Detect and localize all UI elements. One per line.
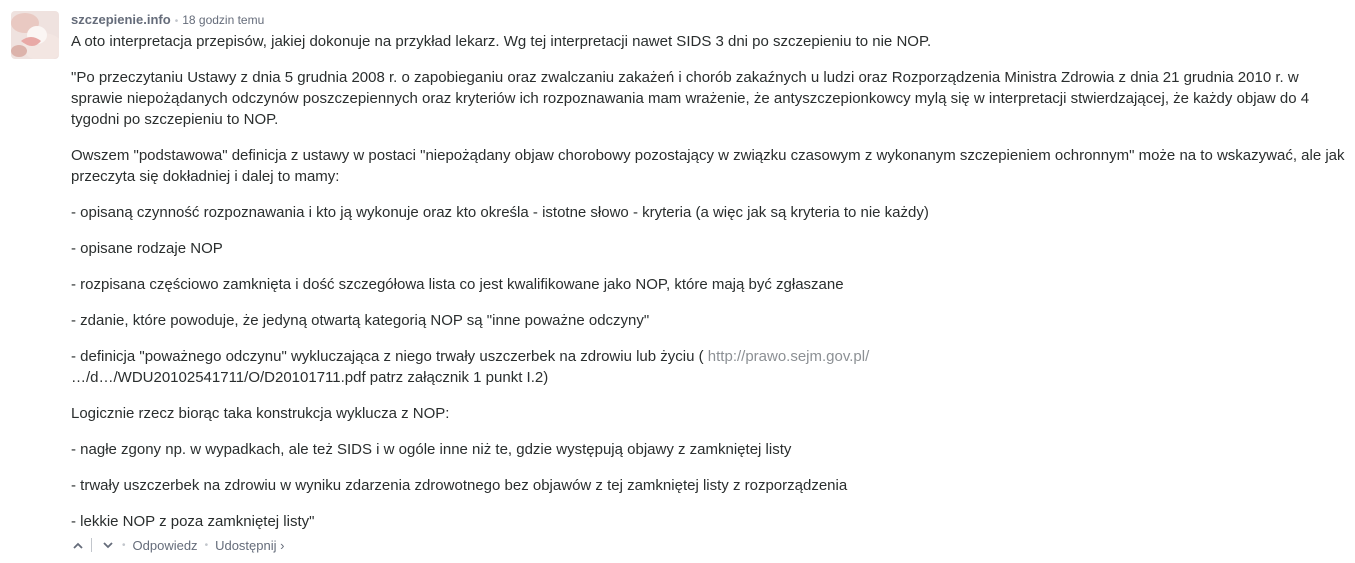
avatar[interactable] [11, 11, 59, 59]
comment-footer [71, 535, 1351, 555]
regulation-link[interactable]: http://prawo.sejm.gov.pl/ [707, 348, 870, 365]
reply-button[interactable]: Odpowiedz [132, 537, 198, 553]
header-bullet: • [174, 16, 179, 27]
comment-paragraph: "Po przeczytaniu Ustawy z dnia 5 grudnia 2008 r. o zapobieganiu oraz zwalczaniu zakażeń i chorób zakaźnych u ludzi oraz Rozporządzenia Ministra Zdrowia z dnia 21 grudnia 2010 r. w sprawie niepożądanych odczynów poszczepiennych oraz kryteriów ich rozpoznawania mam wrażenie, że antyszczepionkowcy mylą się w interpretacji stwierdzającej, że każdy objaw do 4 tygodni po szczepieniu to NOP. [71, 69, 1310, 128]
comment-paragraph: Owszem "podstawowa" definicja z ustawy w postaci "niepożądany objaw chorobowy pozostający w związku czasowym z wykonanym szczepieniem ochronnym" może na to wskazywać, ale jak przeczyta się dokładniej i dalej to mamy: [71, 147, 1345, 185]
avatar-image [11, 11, 59, 59]
link-suffix-text: …/d…/WDU20102541711/O/D20101711.pdf patrz załącznik 1 punkt I.2) [71, 369, 549, 386]
comment-paragraph: - lekkie NOP z poza zamkniętej listy" [71, 513, 315, 530]
upvote-button[interactable] [71, 537, 85, 553]
chevron-up-icon [73, 542, 83, 549]
comment-timestamp[interactable]: 18 godzin temu [182, 13, 265, 27]
share-button[interactable]: Udostępnij › [215, 537, 285, 553]
comment-paragraph: A oto interpretacja przepisów, jakiej dokonuje na przykład lekarz. Wg tej interpretacji nawet SIDS 3 dni po szczepieniu to nie NOP. [71, 33, 932, 50]
comment-body [71, 11, 1351, 555]
vote-divider [91, 538, 92, 552]
comment-paragraph-with-link [71, 346, 1351, 388]
comment-paragraph: - rozpisana częściowo zamknięta i dość szczegółowa lista co jest kwalifikowane jako NOP, które mają być zgłaszane [71, 276, 844, 293]
downvote-button[interactable] [101, 537, 115, 553]
comment-paragraph: - nagłe zgony np. w wypadkach, ale też SIDS i w ogóle inne niż te, gdzie występują objawy z zamkniętej listy [71, 441, 792, 458]
chevron-down-icon [103, 542, 113, 549]
link-prefix-text: - definicja "poważnego odczynu" wykluczająca z niego trwały uszczerbek na zdrowiu lub życiu ( [71, 348, 708, 365]
comment-paragraph: - opisaną czynność rozpoznawania i kto ją wykonuje oraz kto określa - istotne słowo - kryteria (a więc jak są kryteria to nie każdy) [71, 204, 929, 221]
comment-header [71, 11, 1351, 28]
comment-paragraph: - opisane rodzaje NOP [71, 240, 223, 257]
comment-paragraph: - zdanie, które powoduje, że jedyną otwartą kategorią NOP są "inne poważne odczyny" [71, 312, 650, 329]
author-name[interactable]: szczepienie.info [71, 12, 171, 27]
comment-paragraph: Logicznie rzecz biorąc taka konstrukcja wyklucza z NOP: [71, 405, 450, 422]
comment-paragraph: - trwały uszczerbek na zdrowiu w wyniku zdarzenia zdrowotnego bez objawów z tej zamkniętej listy z rozporządzenia [71, 477, 848, 494]
footer-bullet: • [122, 539, 126, 551]
comment-message [71, 31, 1351, 532]
footer-bullet: • [204, 539, 209, 551]
